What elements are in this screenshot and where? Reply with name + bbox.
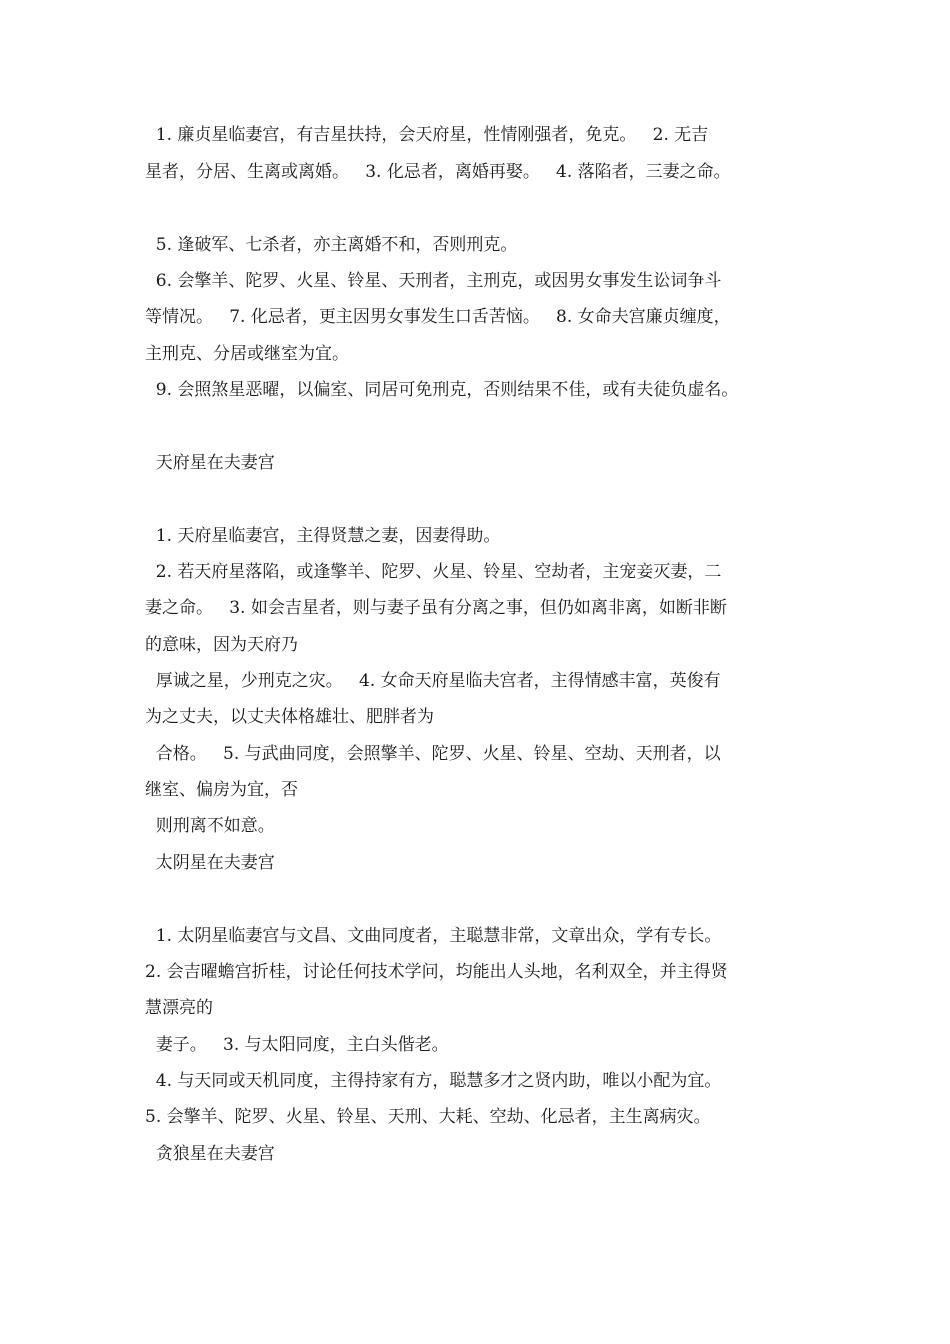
text-line-5: 等情况。 7. 化忌者，更主因男女事发生口舌苦恼。 8. 女命夫宫廉贞缠度， <box>145 307 731 327</box>
text-line-15: 合格。 5. 与武曲同度，会照擎羊、陀罗、火星、铃星、空劫、天刑者，以 <box>145 744 721 764</box>
text-line-23: 4. 与天同或天机同度，主得持家有方，聪慧多才之贤内助，唯以小配为宜。 <box>145 1071 722 1091</box>
section-heading-tanlang: 贪狼星在夫妻宫 <box>145 1144 275 1164</box>
text-line-20: 2. 会吉曜蟾宫折桂，讨论任何技术学问，均能出人头地，名利双全，并主得贤 <box>145 962 728 982</box>
text-line-22: 妻子。 3. 与太阳同度，主白头偕老。 <box>145 1035 449 1055</box>
text-line-6: 主刑克、分居或继室为宜。 <box>145 344 349 364</box>
text-line-19: 1. 太阴星临妻宫与文昌、文曲同度者，主聪慧非常，文章出众，学有专长。 <box>145 926 722 946</box>
text-line-24: 5. 会擎羊、陀罗、火星、铃星、天刑、大耗、空劫、化忌者，主生离病灾。 <box>145 1107 711 1127</box>
text-line-12: 的意味，因为天府乃 <box>145 635 298 655</box>
text-line-4: 6. 会擎羊、陀罗、火星、铃星、天刑者，主刑克，或因男女事发生讼词争斗 <box>145 271 722 291</box>
text-line-11: 妻之命。 3. 如会吉星者，则与妻子虽有分离之事，但仍如离非离，如断非断 <box>145 598 727 618</box>
text-line-13: 厚诚之星，少刑克之灾。 4. 女命天府星临夫宫者，主得情感丰富，英俊有 <box>145 671 721 691</box>
text-line-10: 2. 若天府星落陷，或逢擎羊、陀罗、火星、铃星、空劫者，主宠妾灭妻，二 <box>145 562 722 582</box>
text-line-7: 9. 会照煞星恶曜，以偏室、同居可免刑克，否则结果不佳，或有夫徒负虚名。 <box>145 380 739 400</box>
section-heading-tianfu: 天府星在夫妻宫 <box>145 453 275 473</box>
text-line-17: 则刑离不如意。 <box>145 816 275 836</box>
text-line-2: 星者，分居、生离或离婚。 3. 化忌者，离婚再娶。 4. 落陷者，三妻之命。 <box>145 162 731 182</box>
text-line-21: 慧漂亮的 <box>145 998 213 1018</box>
section-heading-taiyin: 太阴星在夫妻宫 <box>145 853 275 873</box>
text-line-14: 为之丈夫，以丈夫体格雄壮、肥胖者为 <box>145 707 434 727</box>
text-line-9: 1. 天府星临妻宫，主得贤慧之妻，因妻得助。 <box>145 526 501 546</box>
text-line-16: 继室、偏房为宜，否 <box>145 780 298 800</box>
text-line-3: 5. 逢破军、七杀者，亦主离婚不和，否则刑克。 <box>145 235 518 255</box>
text-line-1: 1. 廉贞星临妻宫，有吉星扶持，会天府星，性情刚强者，免克。 2. 无吉 <box>145 125 709 145</box>
